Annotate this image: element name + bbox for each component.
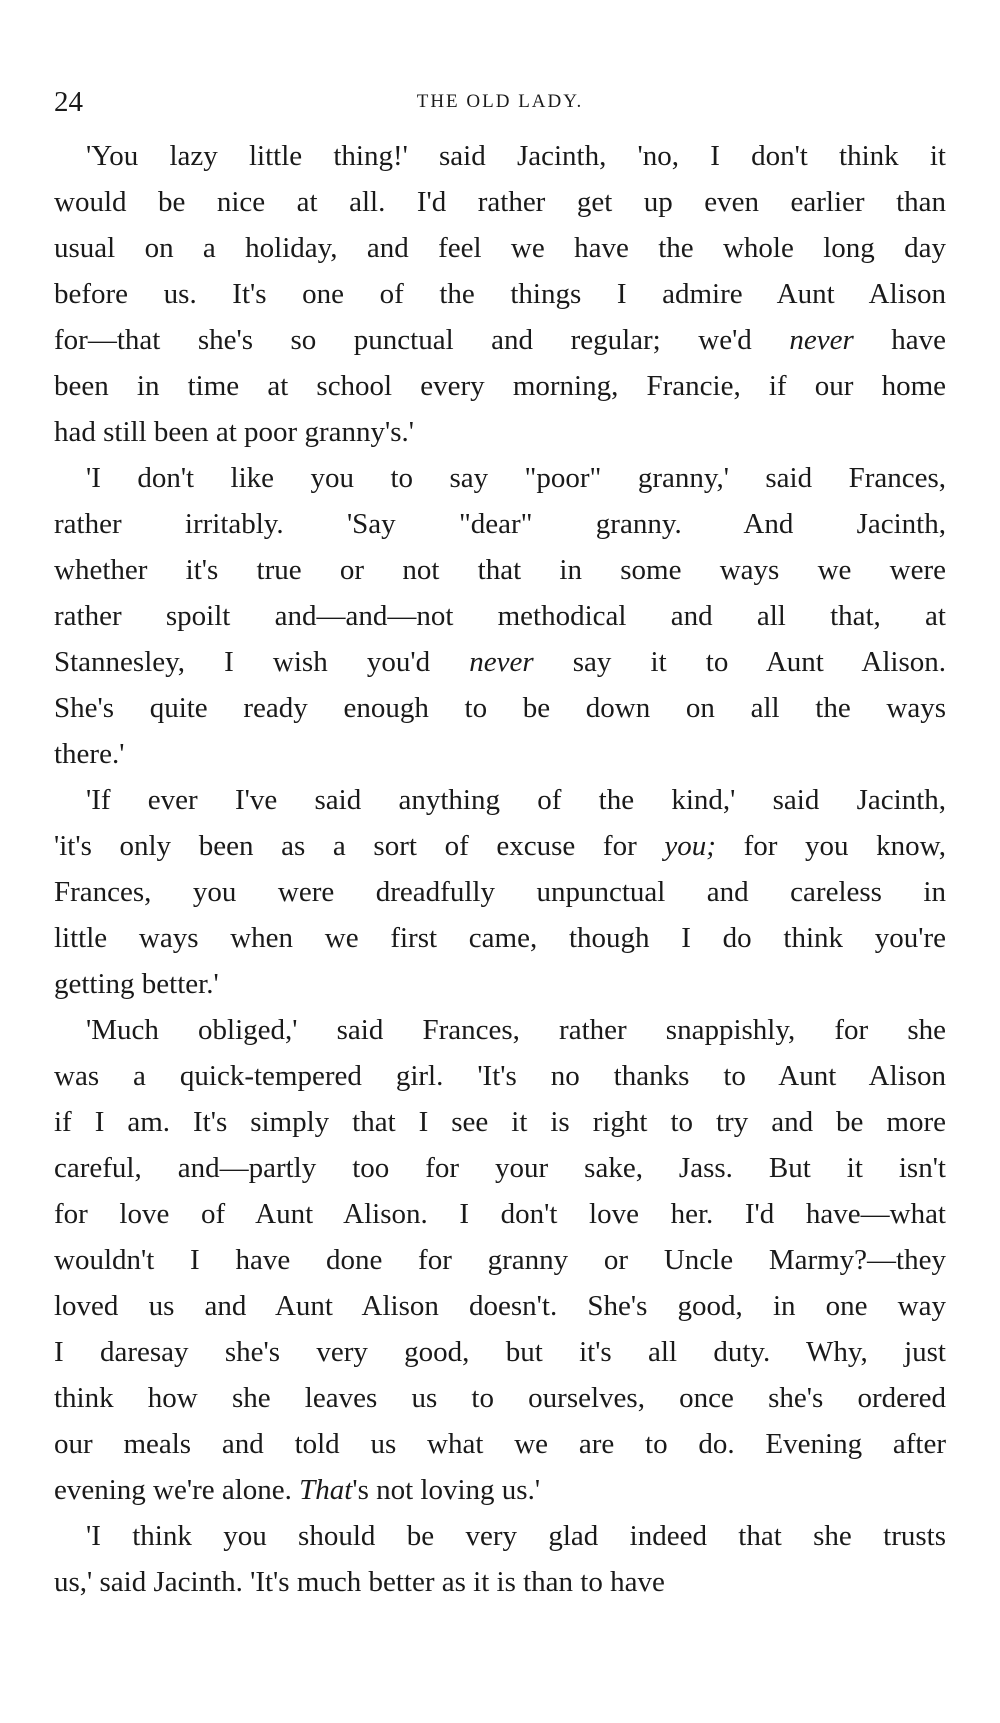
text-run: Frances, you were dreadfully unpunctual and careless in bbox=[54, 876, 946, 908]
text-run: was a quick-tempered girl. 'It's no thanks to Aunt Alison bbox=[54, 1060, 946, 1092]
text-line bbox=[54, 1145, 946, 1191]
text-run: if I am. It's simply that I see it is right to try and be more bbox=[54, 1106, 946, 1138]
text-run: have bbox=[853, 324, 946, 356]
text-line bbox=[54, 961, 946, 1007]
text-line bbox=[54, 547, 946, 593]
text-line bbox=[54, 593, 946, 639]
italic-text: you; bbox=[664, 830, 716, 862]
text-run: 'it's only been as a sort of excuse for bbox=[54, 830, 665, 862]
text-run: before us. It's one of the things I admire Aunt Alison bbox=[54, 278, 946, 310]
text-run: us,' said Jacinth. 'It's much better as it is than to have bbox=[54, 1566, 665, 1598]
text-line bbox=[54, 1421, 946, 1467]
text-line bbox=[54, 915, 946, 961]
text-line bbox=[54, 409, 946, 455]
text-line bbox=[54, 133, 946, 179]
italic-text: never bbox=[469, 646, 534, 678]
text-line bbox=[54, 1329, 946, 1375]
text-line bbox=[54, 639, 946, 685]
text-run: think how she leaves us to ourselves, once she's ordered bbox=[54, 1382, 946, 1414]
text-run: loved us and Aunt Alison doesn't. She's good, in one way bbox=[54, 1290, 946, 1322]
text-run: 'I don't like you to say "poor" granny,' said Frances, bbox=[86, 462, 946, 494]
text-line bbox=[54, 777, 946, 823]
text-run: evening we're alone. bbox=[54, 1474, 300, 1506]
text-run: I daresay she's very good, but it's all duty. Why, just bbox=[54, 1336, 946, 1368]
text-line bbox=[54, 869, 946, 915]
text-run: She's quite ready enough to be down on all the ways bbox=[54, 692, 946, 724]
text-run: Stannesley, I wish you'd bbox=[54, 646, 470, 678]
text-line bbox=[54, 363, 946, 409]
text-line bbox=[54, 685, 946, 731]
text-run: wouldn't I have done for granny or Uncle Marmy?—they bbox=[54, 1244, 946, 1276]
italic-text: never bbox=[789, 324, 854, 356]
text-line bbox=[54, 1099, 946, 1145]
text-line bbox=[54, 1053, 946, 1099]
text-run: our meals and told us what we are to do. Evening after bbox=[54, 1428, 946, 1460]
text-run: 's not loving us.' bbox=[352, 1474, 541, 1506]
page-number: 24 bbox=[54, 86, 83, 118]
text-line bbox=[54, 317, 946, 363]
text-run: getting better.' bbox=[54, 968, 219, 1000]
text-line bbox=[54, 731, 946, 777]
paragraph bbox=[54, 1513, 946, 1605]
text-run: 'If ever I've said anything of the kind,' said Jacinth, bbox=[86, 784, 946, 816]
text-run: there.' bbox=[54, 738, 125, 770]
text-line bbox=[54, 271, 946, 317]
paragraph bbox=[54, 133, 946, 455]
text-run: for you know, bbox=[715, 830, 946, 862]
paragraph bbox=[54, 777, 946, 1007]
text-run: 'I think you should be very glad indeed that she trusts bbox=[86, 1520, 946, 1552]
text-run: whether it's true or not that in some ways we were bbox=[54, 554, 946, 586]
text-run: rather irritably. 'Say "dear" granny. And Jacinth, bbox=[54, 508, 946, 540]
text-run: say it to Aunt Alison. bbox=[533, 646, 946, 678]
text-run: little ways when we first came, though I do think you're bbox=[54, 922, 946, 954]
page-header bbox=[54, 80, 946, 124]
text-line bbox=[54, 501, 946, 547]
text-run: rather spoilt and—and—not methodical and all that, at bbox=[54, 600, 946, 632]
running-title: THE OLD LADY. bbox=[416, 91, 584, 112]
italic-text: That bbox=[299, 1474, 353, 1506]
text-line bbox=[54, 1559, 946, 1605]
text-line bbox=[54, 179, 946, 225]
text-line bbox=[54, 1283, 946, 1329]
text-run: 'You lazy little thing!' said Jacinth, 'no, I don't think it bbox=[86, 140, 946, 172]
text-line bbox=[54, 1191, 946, 1237]
text-line bbox=[54, 1513, 946, 1559]
text-run: would be nice at all. I'd rather get up even earlier than bbox=[54, 186, 946, 218]
paragraph bbox=[54, 455, 946, 777]
text-line bbox=[54, 225, 946, 271]
text-line bbox=[54, 1007, 946, 1053]
text-line bbox=[54, 1375, 946, 1421]
text-run: been in time at school every morning, Francie, if our home bbox=[54, 370, 946, 402]
text-run: for love of Aunt Alison. I don't love her. I'd have—what bbox=[54, 1198, 946, 1230]
text-run: 'Much obliged,' said Frances, rather snappishly, for she bbox=[86, 1014, 946, 1046]
text-line bbox=[54, 823, 946, 869]
text-run: had still been at poor granny's.' bbox=[54, 416, 414, 448]
body-text bbox=[54, 133, 946, 1605]
text-run: for—that she's so punctual and regular; we'd bbox=[54, 324, 790, 356]
paragraph bbox=[54, 1007, 946, 1513]
text-line bbox=[54, 1467, 946, 1513]
text-line bbox=[54, 455, 946, 501]
text-run: usual on a holiday, and feel we have the whole long day bbox=[54, 232, 946, 264]
text-line bbox=[54, 1237, 946, 1283]
text-run: careful, and—partly too for your sake, Jass. But it isn't bbox=[54, 1152, 946, 1184]
